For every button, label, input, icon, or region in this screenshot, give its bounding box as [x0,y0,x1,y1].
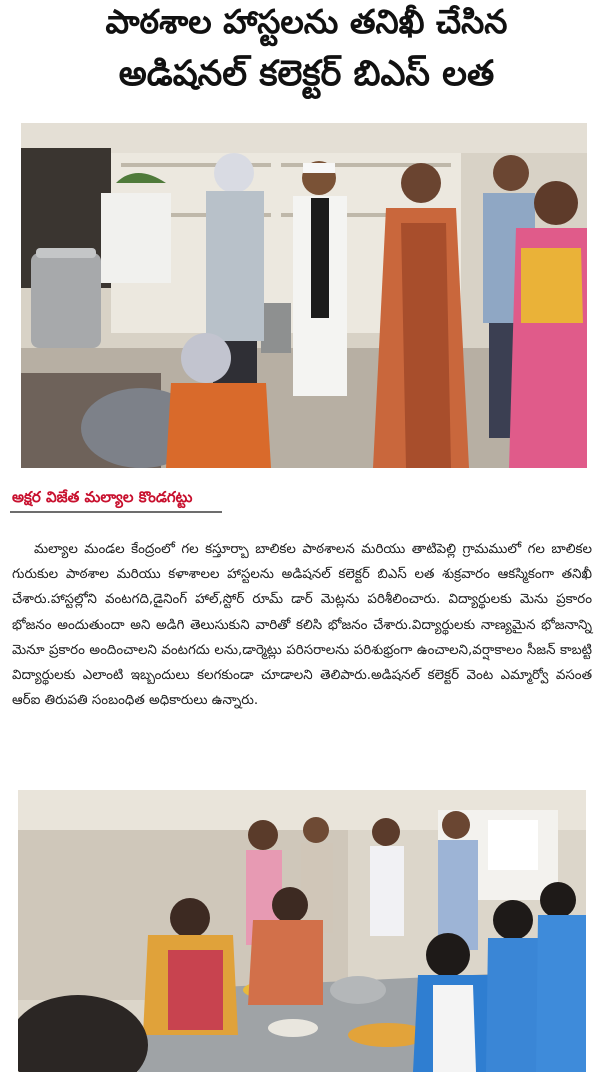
byline: అక్షర విజేత మల్యాల కొండగట్టు [12,488,193,506]
kitchen-inspection-illustration [21,123,587,468]
article-body: మల్యాల మండల కేంద్రంలో గల కస్తూర్బా బాలికల పాఠశాలన మరియు తాటిపెల్లి గ్రామములో గల బాలికల గురుకుల పాఠశాల మరియు కళాశాలల హాస్టలను అడిషనల్ కలెక్టర్ బిఎస్ లత శుక్రవారం ఆకస్మికంగా తనిఖీ చేశారు.హాస్టల్లోని వంటగది,డైనింగ్ హాల్,స్టోర్ రూమ్ డార్ మెట్లను పరిశీలించారు. విద్యార్థులకు మెను ప్రకారం భోజనం అందుతుందా అని అడిగి తెలుసుకుని వారితో కలిసి భోజనం చేశారు.విద్యార్థులకు నాణ్యమైన భోజనాన్ని మెనూ ప్రకారం అందించాలని వంటగదు లను,డార్మెట్లు పరిసరాలను పరిశుభ్రంగా ఉంచాలని,వర్షాకాలం సీజన్ కాబట్టి విద్యార్థులకు ఎలాంటి ఇబ్బందులు కలగకుండా చూడాలని తెలిపారు.అడిషనల్ కలెక్టర్ వెంట ఎమ్మార్వో వసంత ఆర్ఐ తిరుపతి సంబంధిత అధికారులు ఉన్నారు. [12,542,592,709]
headline-line-2: అడిషనల్ కలెక్టర్ బిఎస్ లత [118,54,495,94]
dining-hall-photo [18,790,586,1072]
dining-hall-illustration [18,790,586,1072]
byline-divider [10,511,222,513]
headline-line-1: పాఠశాల హాస్టలను తనిఖీ చేసిన [105,2,508,41]
kitchen-inspection-photo [21,123,587,468]
